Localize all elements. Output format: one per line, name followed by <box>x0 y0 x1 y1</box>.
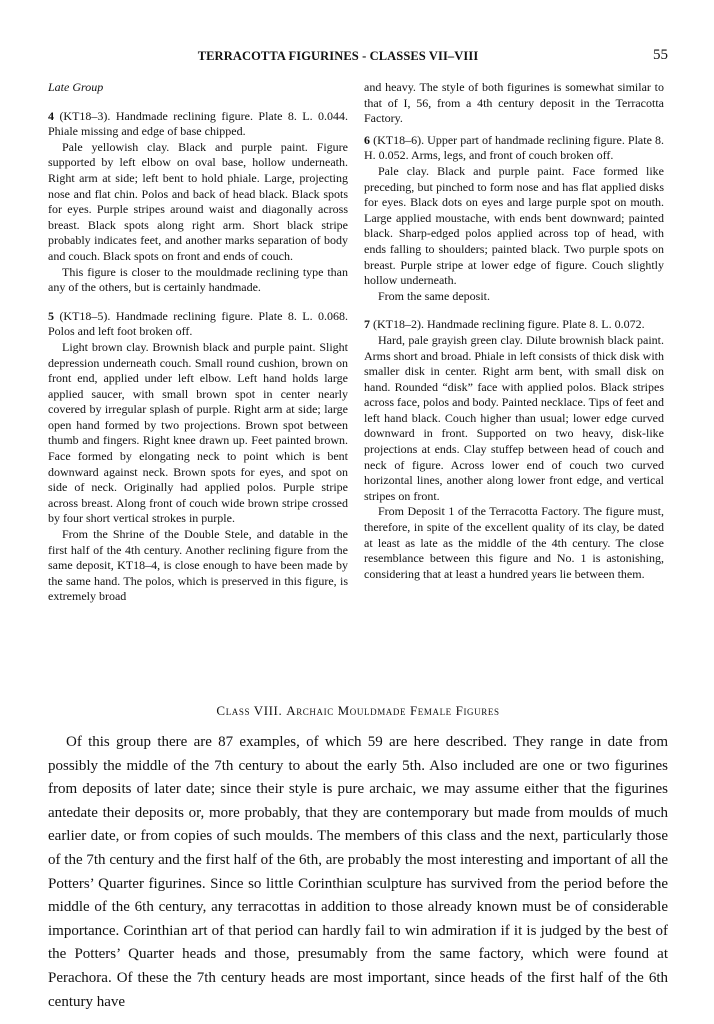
entry-6-number: 6 <box>364 132 370 147</box>
body-paragraph: Of this group there are 87 examples, of which 59 are here described. They range in date from possibly the middle of the 7th century to about the early 5th. Also included are one or two figurines from deposits of later date; since their style is pure archaic, we may assume either that the figurines antedate their deposits or, more probably, that they are contemporary but made from moulds of much earlier date, or from copies of such moulds. The members of this class and the next, particularly those of the 7th century and the first half of the 6th, are probably the most interesting and important of all the Potters’ Quarter figurines. Since so little Corinthian sculpture has survived from the period before the middle of the 6th century, any terracottas in addition to those already known must be of considerable importance. Corinthian art of that period can hardly fail to win admiration if it is judged by the best of the Potters’ Quarter heads and those, presumably from the same factory, which were found at Perachora. Of these the 7th century heads are most important, since heads of the first half of the 6th century have <box>48 734 668 1010</box>
left-column <box>48 80 348 605</box>
section-class-label: Class VIII. <box>216 703 283 718</box>
entry-4-summary: (KT18–3). Handmade reclining figure. Plate 8. L. 0.044. Phiale missing and edge of base chipped. <box>48 108 349 139</box>
entry-7-description: Hard, pale grayish green clay. Dilute brownish black paint. Arms short and broad. Phiale in left consists of thick disk with smaller disk in center. Right arm bent, with small disk on hand. Rounded “disk” face with applied polos. Black stripes across face, polos and body. Painted necklace. Tips of feet and left hand black. Couch higher than usual; lower edge curved downward in front. Supported on two heavy, disk-like projections at ends. Clay stuffep between head of couch and neck of figure. Across lower end of couch two curved horizontal lines, another along lower front edge, and vertical stripes on front. <box>364 332 664 503</box>
section-title: Archaic Mouldmade Female Figures <box>286 703 500 718</box>
right-column <box>364 80 664 582</box>
entry-4-description: Pale yellowish clay. Black and purple paint. Figure supported by left elbow on oval base, hollow underneath. Right arm at side; left bent to hold phiale. Large, projecting nose and flat chin. Polos and back of head black. Black spots for eyes. Purple stripes around waist and diagonally across breast. Black spots along right arm. Short black stripe probably indicates feet, and another marks separation of body and couch. Black spots on front and ends of couch. <box>48 139 348 263</box>
entry-7-commentary: From Deposit 1 of the Terracotta Factory. The figure must, therefore, in spite of the excellent quality of its clay, be dated at least as late as the middle of the 4th century. The close resemblance between this figure and No. 1 is astonishing, considering that at least a hundred years lie between them. <box>364 504 664 581</box>
entry-5-number: 5 <box>48 308 54 323</box>
entry-6-heading <box>364 133 664 164</box>
entry-5-description: Light brown clay. Brownish black and purple paint. Slight depression underneath couch. Small round cushion, brown on front end, applied under left elbow. Left hand holds large applied saucer, with small brown spot in center nearly covered by irregular splash of purple. Right arm at side; large open hand formed by two projections. Brown spot between thumb and fingers. Right knee drawn up. Feet painted brown. Face formed by elongating neck to point which is bent downward against neck. Brown spots for eyes, and spot on side of neck. Originally had applied polos. Purple stripe across breast. Along front of couch wide brown stripe crossed by four short vertical strokes in purple. <box>48 339 348 526</box>
entry-7-heading <box>364 317 664 333</box>
page-number: 55 <box>653 47 668 63</box>
entry-7-summary: (KT18–2). Handmade reclining figure. Plate 8. L. 0.072. <box>373 317 645 332</box>
entry-5-summary: (KT18–5). Handmade reclining figure. Plate 8. L. 0.068. Polos and left foot broken off. <box>48 308 349 339</box>
entry-5-commentary: From the Shrine of the Double Stele, and datable in the first half of the 4th century. Another reclining figure from the same deposit, KT18–4, is close enough to have been made by the same hand. The polos, which is preserved in this figure, is extremely broad <box>48 527 348 604</box>
entry-7-number: 7 <box>364 317 370 332</box>
catalogue-entry-5 <box>48 309 348 605</box>
entry-6-provenance: From the same deposit. <box>378 288 490 303</box>
body-text <box>48 731 668 1014</box>
group-label: Late Group <box>48 80 104 94</box>
section-heading <box>48 703 668 719</box>
entry-4-heading <box>48 109 348 140</box>
catalogue-entry-7 <box>364 317 664 582</box>
entry-4-commentary: This figure is closer to the mouldmade reclining type than any of the others, but is certainly handmade. <box>48 264 348 295</box>
catalogue-entry-4 <box>48 109 348 296</box>
entry-5-continuation: and heavy. The style of both figurines is somewhat similar to that of I, 56, from a 4th century deposit in the Terracotta Factory. <box>364 80 664 126</box>
entry-6-description: Pale clay. Black and purple paint. Face formed like preceding, but pinched to form nose and has flat applied disks for eyes. Black dots on eyes and large purple spot on mouth. Large applied moustache, with ends bent downward; painted black. Sharp-edged polos applied across top of head, with ends falling to shoulders; painted black. Two purple spots on breast. Purple stripe at lower edge of figure. Couch slightly hollow underneath. <box>364 163 664 288</box>
entry-6-summary: (KT18–6). Upper part of handmade reclining figure. Plate 8. H. 0.052. Arms, legs, and front of couch broken off. <box>364 132 664 163</box>
catalogue-entry-6 <box>364 133 664 305</box>
running-head <box>48 49 668 69</box>
entry-4-number: 4 <box>48 108 54 123</box>
entry-5-heading <box>48 309 348 340</box>
running-head-title: TERRACOTTA FIGURINES - CLASSES VII–VIII <box>197 49 479 63</box>
